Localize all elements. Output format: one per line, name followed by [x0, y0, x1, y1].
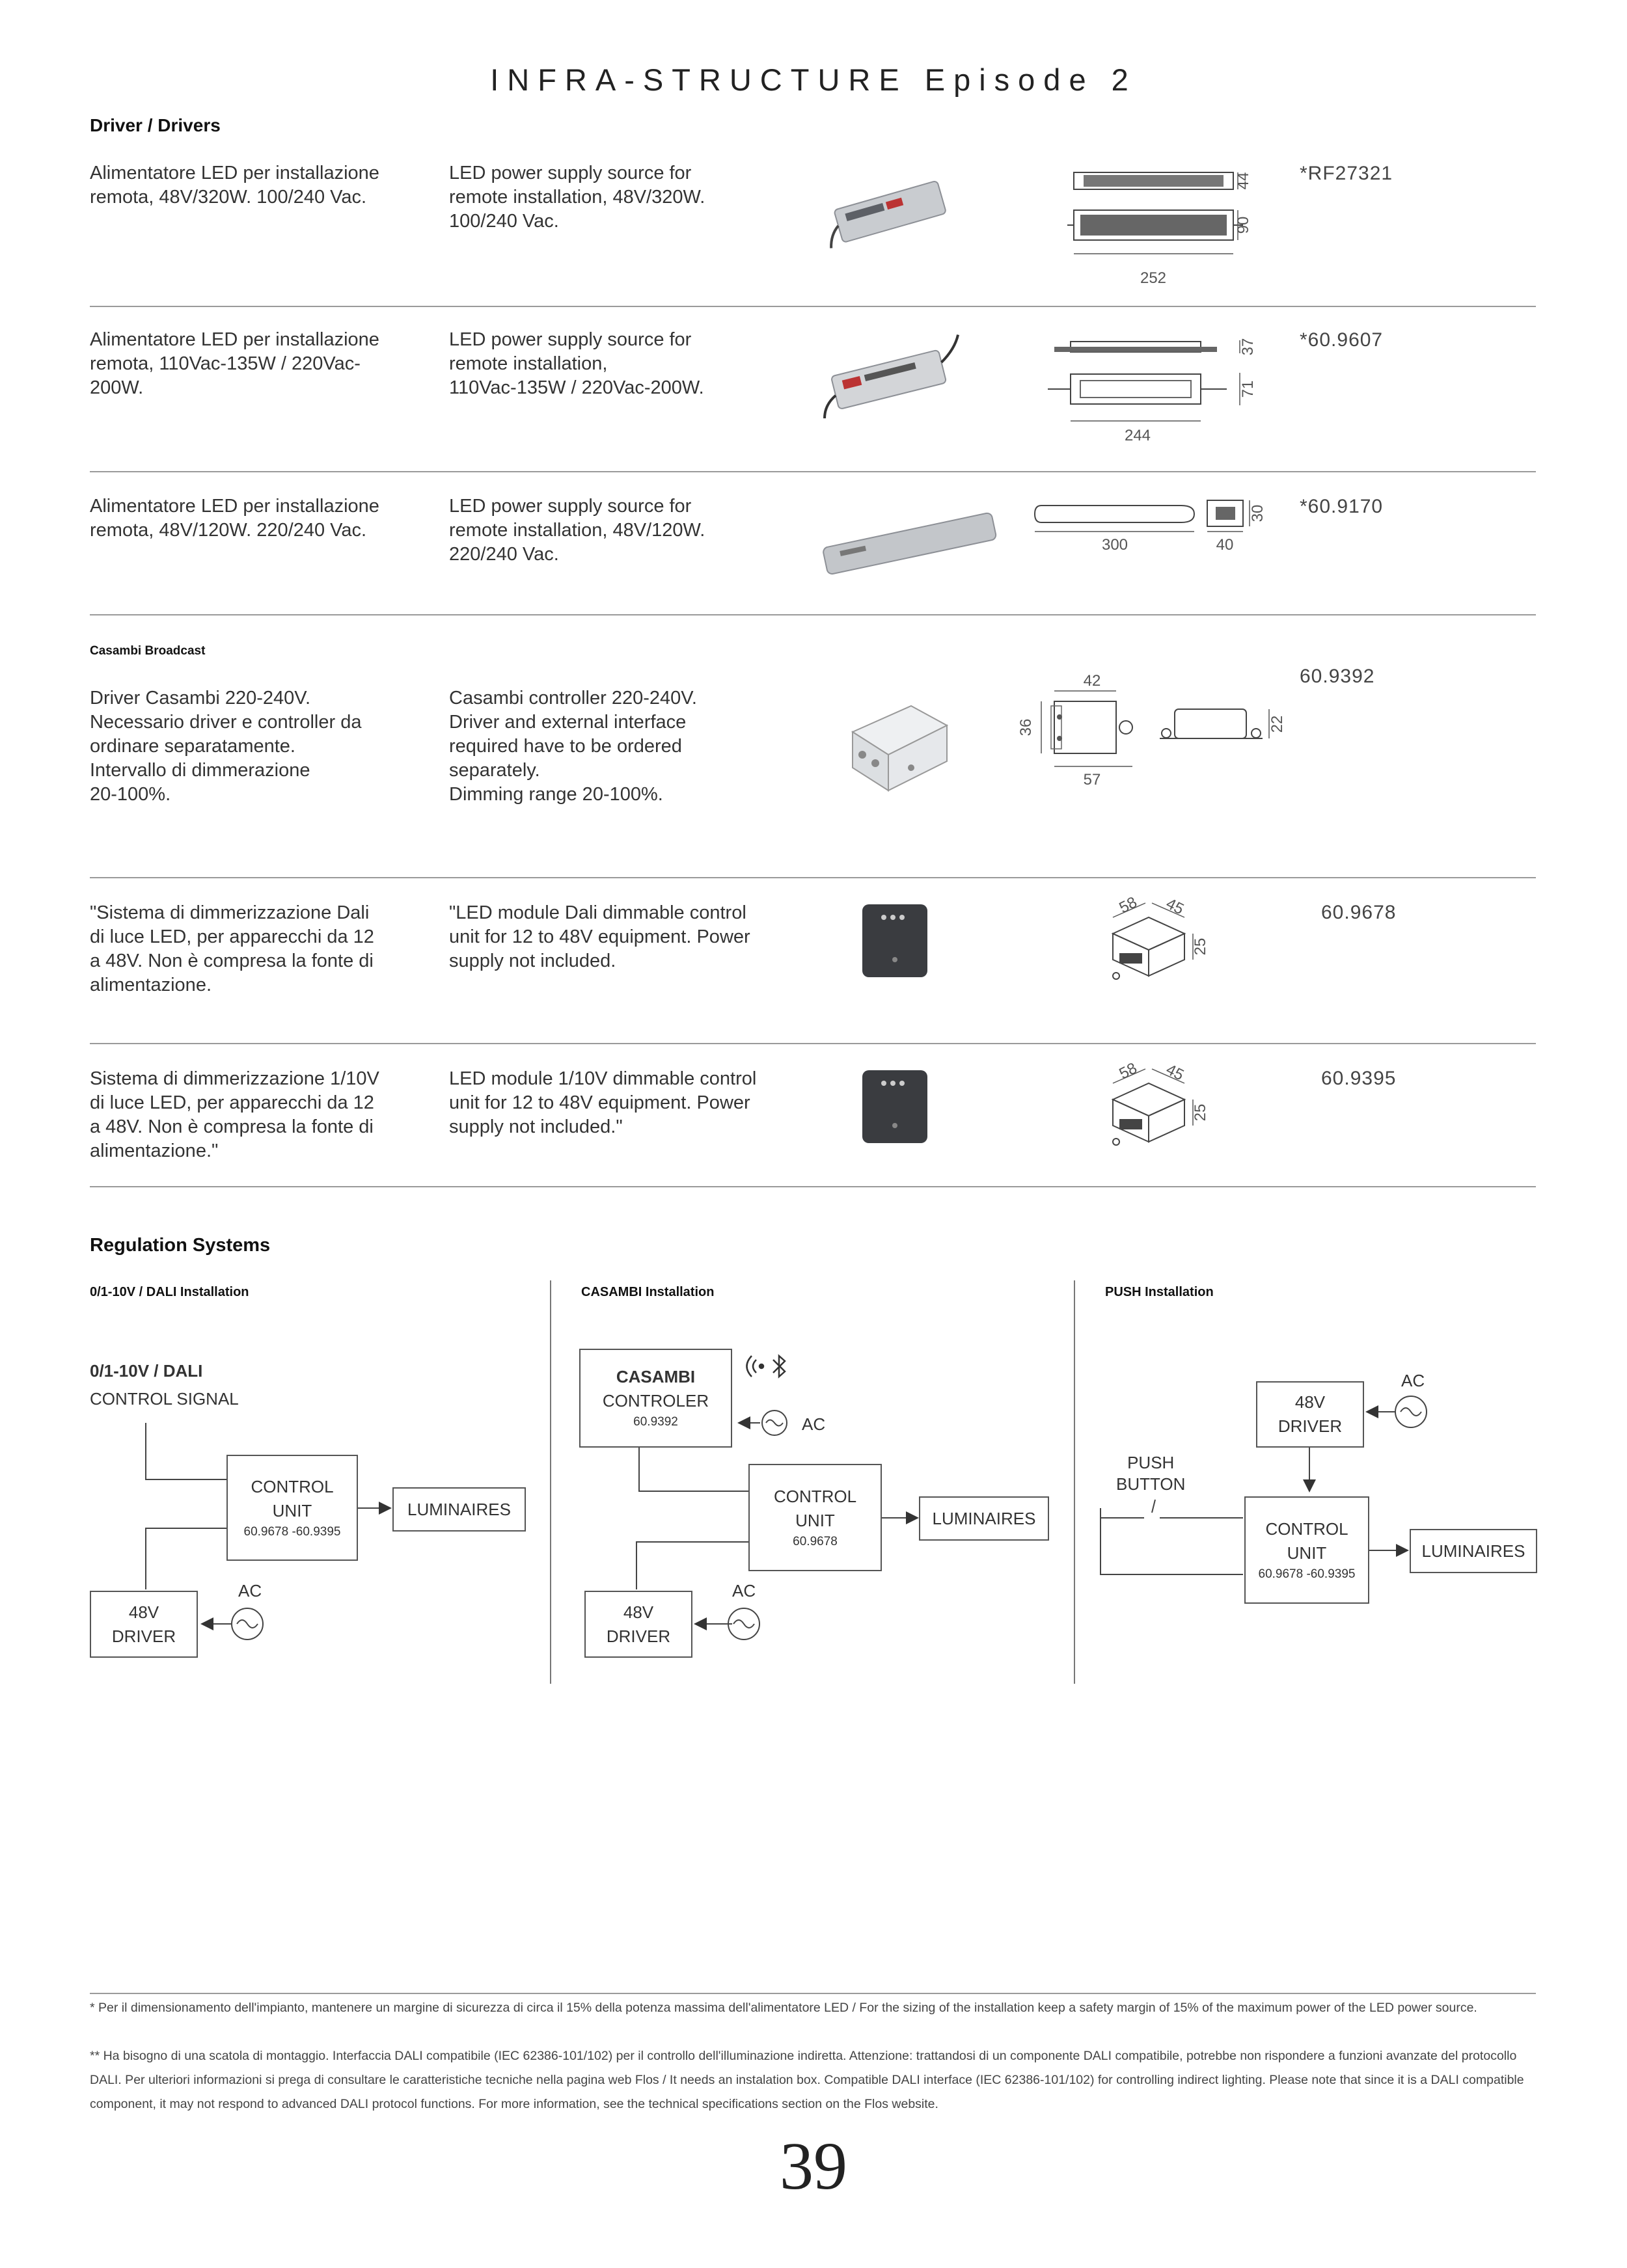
push-ac-label: AC [1401, 1371, 1425, 1390]
driver-2-dim-depth: 71 [1239, 380, 1257, 398]
driver-1-dim-height: 44 [1235, 172, 1252, 190]
casambi-controller-code: 60.9392 [633, 1415, 678, 1429]
casambi-heading: Casambi Broadcast [90, 644, 206, 658]
push-driver-label: 48V DRIVER [1278, 1392, 1343, 1436]
page-title: INFRA-STRUCTURE Episode 2 [490, 62, 1137, 97]
dali-driver-label: 48V DRIVER [111, 1602, 176, 1646]
dimmer-2-dim-length: 58 [1116, 1059, 1140, 1083]
casambi-code: 60.9392 [1300, 666, 1375, 687]
dali-control-signal-subtitle: CONTROL SIGNAL [90, 1389, 239, 1409]
driver-1-dim-depth: 90 [1235, 216, 1252, 234]
casambi-driver-box [584, 1591, 692, 1658]
dimmer-2-description-it: Sistema di dimmerizzazione 1/10V di luce LED, per apparecchi da 12 a 48V. Non è compresa la fonte di alimentazione." [90, 1068, 379, 1161]
casambi-luminaires-box [919, 1496, 1049, 1541]
section-heading-drivers: Driver / Drivers [90, 115, 221, 135]
divider [90, 1993, 1536, 1994]
dali-control-unit-box [226, 1455, 358, 1561]
casambi-driver-ac-label: AC [732, 1581, 756, 1600]
casambi-dim-height: 36 [1017, 718, 1035, 736]
driver-2-description-en: LED power supply source for remote installation, 110Vac-135W / 220Vac-200W. [449, 329, 704, 398]
dimmer-2-dim-height: 25 [1192, 1103, 1209, 1122]
casambi-control-unit-box [748, 1464, 882, 1571]
driver-3-dim-width: 40 [1216, 536, 1234, 554]
push-control-unit-label: CONTROL UNIT [1265, 1519, 1348, 1563]
push-control-unit-codes: 60.9678 -60.9395 [1258, 1567, 1356, 1581]
dimmer-1-dim-length: 58 [1116, 893, 1140, 917]
dimmer-2-dim-width: 45 [1163, 1060, 1187, 1085]
casambi-control-unit-code: 60.9678 [793, 1534, 838, 1548]
driver-3-dim-length: 300 [1101, 536, 1128, 554]
dimmer-2-description-en: LED module 1/10V dimmable control unit for 12 to 48V equipment. Power supply not included." [449, 1068, 757, 1137]
dimmer-1-description-it: "Sistema di dimmerizzazione Dali di luce LED, per apparecchi da 12 a 48V. Non è compresa la fonte di alimentazione. [90, 902, 374, 995]
dimmer-1-dim-height: 25 [1192, 938, 1209, 956]
driver-2-dim-height: 37 [1239, 338, 1257, 356]
driver-1-code: *RF27321 [1300, 163, 1393, 184]
casambi-controller-box [579, 1349, 732, 1448]
casambi-dim-width: 42 [1083, 672, 1101, 690]
dali-control-unit-label: CONTROL UNIT [251, 1476, 334, 1520]
dali-luminaires-label: LUMINAIRES [407, 1499, 511, 1519]
casambi-luminaires-label: LUMINAIRES [932, 1508, 1036, 1528]
dimmer-2-code: 60.9395 [1321, 1068, 1397, 1089]
regulation-systems-title: Regulation Systems [90, 1235, 271, 1256]
driver-1-description-it: Alimentatore LED per installazione remota, 48V/320W. 100/240 Vac. [90, 163, 379, 208]
dimmer-1-code: 60.9678 [1321, 902, 1397, 923]
wireless-bluetooth-icon [747, 1356, 786, 1377]
push-button-label: PUSH BUTTON [1116, 1453, 1186, 1494]
casambi-controller-subtitle: CONTROLER [602, 1391, 709, 1411]
driver-2-dim-length: 244 [1124, 427, 1151, 444]
casambi-description-en: Casambi controller 220-240V. Driver and external interface required have to be ordered separately. Dimming range 20-100%. [449, 688, 697, 805]
push-luminaires-label: LUMINAIRES [1421, 1541, 1525, 1561]
casambi-driver-label: 48V DRIVER [606, 1602, 671, 1646]
casambi-controller-ac-label: AC [802, 1414, 826, 1434]
driver-2-code: *60.9607 [1300, 329, 1384, 351]
dali-control-signal-title: 0/1-10V / DALI [90, 1361, 203, 1381]
casambi-description-it: Driver Casambi 220-240V. Necessario driver e controller da ordinare separatamente. Intervallo di dimmerazione 20-100%. [90, 688, 362, 805]
footnote-2: ** Ha bisogno di una scatola di montaggio. Interfaccia DALI compatibile (IEC 62386-101/102) per il controllo dell'illuminazione indiretta. Attenzione: trattandosi di un componente DALI compatibile, potrebbe non rispondere a funzioni avanzate del protocollo DALI. Per ulteriori informazioni si prega di consultare le caratteristiche tecniche nella pagina web Flos / It needs an instalation box. Compatible DALI interface (IEC 62386-101/102) for controlling indirect lighting. Please note that since it is a DALI compatible component, it may not respond to advanced DALI protocol functions. For more information, see the technical specifications section on the Flos website. [90, 2049, 1524, 2111]
casambi-control-unit-label: CONTROL UNIT [773, 1486, 857, 1530]
driver-2-description-it: Alimentatore LED per installazione remota, 110Vac-135W / 220Vac- 200W. [90, 329, 379, 398]
driver-3-description-it: Alimentatore LED per installazione remota, 48V/120W. 220/240 Vac. [90, 496, 379, 541]
casambi-dim-depth: 22 [1268, 715, 1286, 733]
dali-ac-label: AC [238, 1581, 262, 1600]
page-number: 39 [780, 2129, 847, 2204]
push-driver-box [1256, 1381, 1364, 1448]
casambi-controller-title: CASAMBI [616, 1367, 696, 1386]
push-luminaires-box [1410, 1529, 1537, 1573]
casambi-dim-length: 57 [1083, 771, 1101, 789]
driver-3-description-en: LED power supply source for remote installation, 48V/120W. 220/240 Vac. [449, 496, 705, 565]
driver-1-description-en: LED power supply source for remote installation, 48V/320W. 100/240 Vac. [449, 163, 705, 232]
dali-luminaires-box [392, 1487, 526, 1532]
dimmer-1-dim-width: 45 [1163, 895, 1187, 919]
casambi-installation-heading: CASAMBI Installation [581, 1285, 715, 1299]
dimmer-1-description-en: "LED module Dali dimmable control unit for 12 to 48V equipment. Power supply not included. [449, 902, 750, 971]
driver-3-code: *60.9170 [1300, 496, 1384, 517]
dali-control-unit-codes: 60.9678 -60.9395 [243, 1524, 341, 1539]
driver-3-dim-height: 30 [1249, 504, 1266, 522]
push-installation-heading: PUSH Installation [1105, 1285, 1214, 1299]
footnote-1: * Per il dimensionamento dell'impianto, mantenere un margine di sicurezza di circa il 15% della potenza massima dell'alimentatore LED / For the sizing of the installation keep a safety margin of 15% of the maximum power of the LED power source. [90, 2001, 1477, 2015]
dali-installation-heading: 0/1-10V / DALI Installation [90, 1285, 249, 1299]
driver-1-dim-length: 252 [1140, 269, 1167, 287]
push-control-unit-box [1244, 1496, 1369, 1604]
dali-driver-box [90, 1591, 198, 1658]
